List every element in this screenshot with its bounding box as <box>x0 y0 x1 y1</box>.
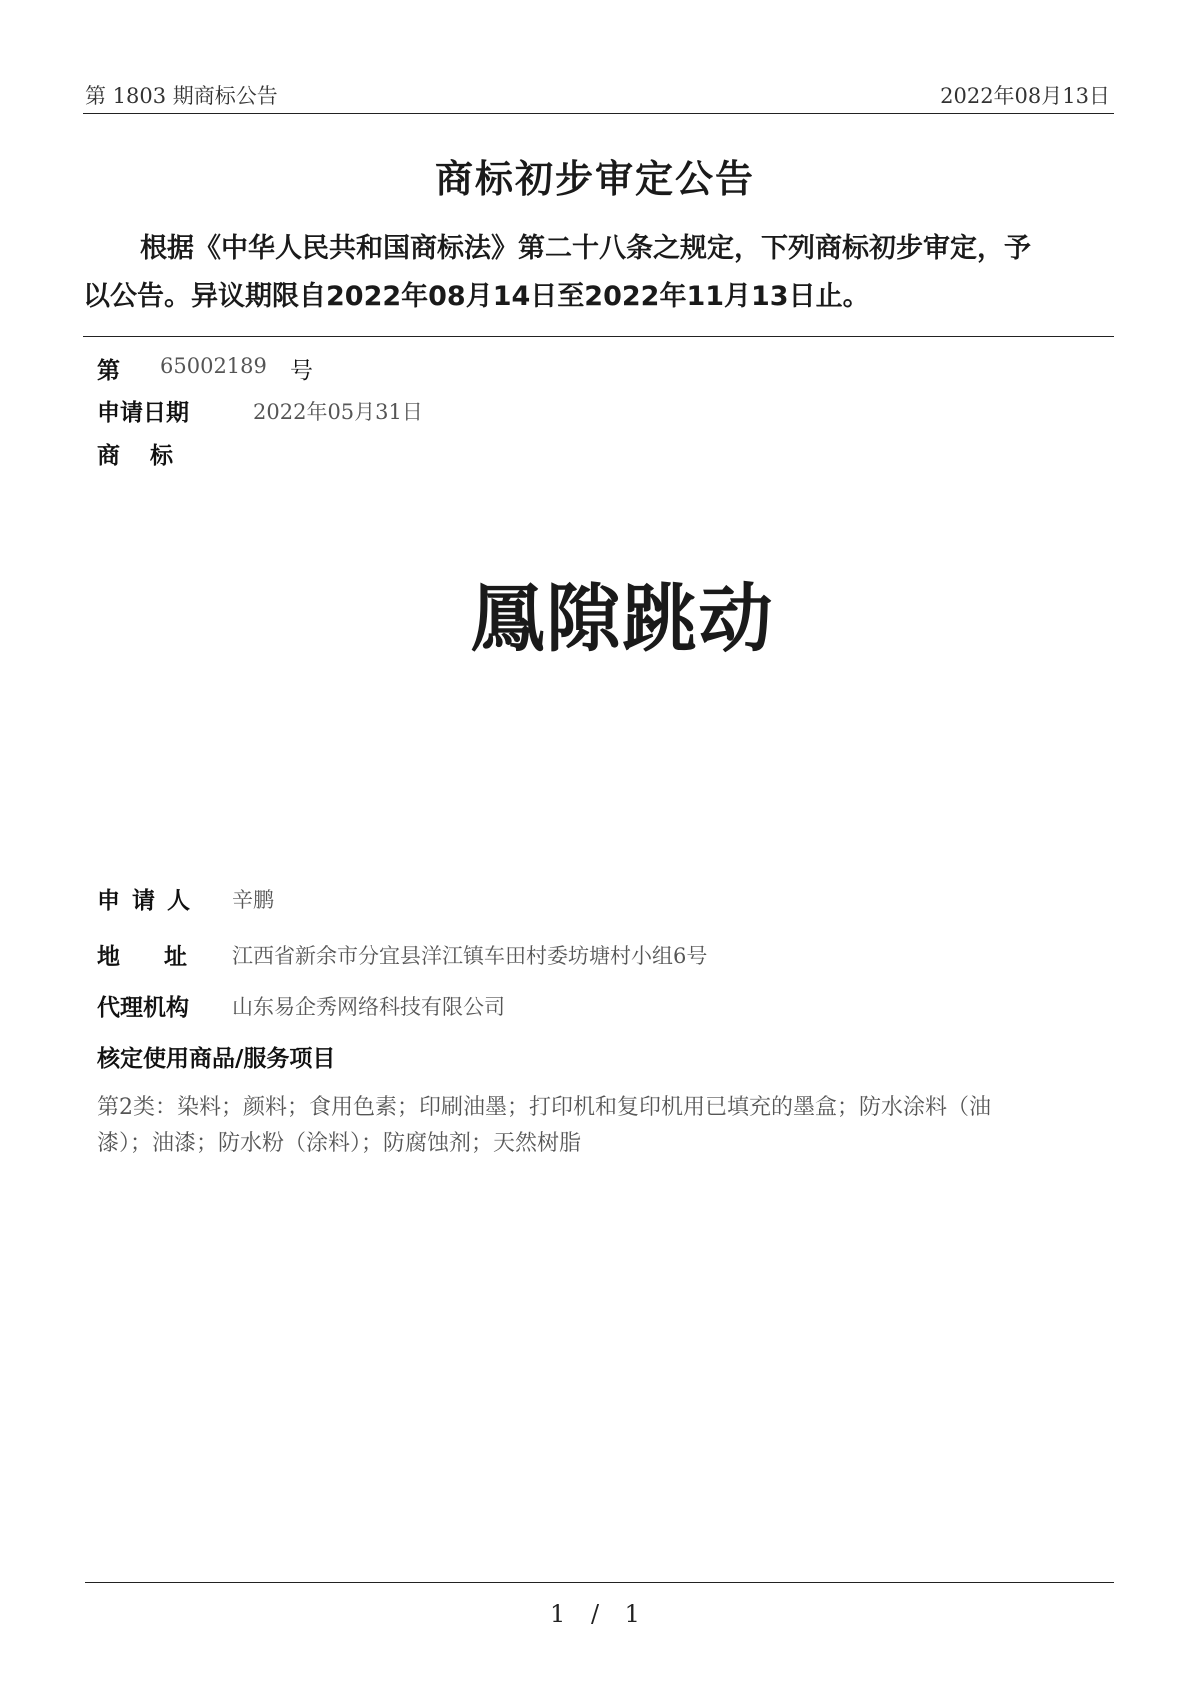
applicant-name: 辛鹏 <box>232 888 274 912</box>
footer-rule <box>85 1582 1114 1583</box>
goods-services-line-2: 漆）；油漆；防水粉（涂料）；防腐蚀剂；天然树脂 <box>97 1131 582 1156</box>
applicant-label: 申请人 <box>97 888 202 914</box>
goods-services-line-1: 第2类：染料；颜料；食用色素；印刷油墨；打印机和复印机用已填充的墨盒；防水涂料（油 <box>97 1095 992 1120</box>
registration-number-suffix: 号 <box>290 358 313 384</box>
agency-value: 山东易企秀网络科技有限公司 <box>232 995 505 1019</box>
application-date-label: 申请日期 <box>97 400 189 426</box>
header-issue: 第 1803 期商标公告 <box>85 84 278 108</box>
registration-number: 65002189 <box>160 354 267 378</box>
application-date: 2022年05月31日 <box>253 400 423 424</box>
intro-line-1: 根据《中华人民共和国商标法》第二十八条之规定，下列商标初步审定，予 <box>140 233 1031 264</box>
trademark-label: 商标 <box>97 443 203 469</box>
registration-number-label: 第 <box>97 358 120 384</box>
goods-services-label: 核定使用商品/服务项目 <box>97 1046 336 1072</box>
agency-label: 代理机构 <box>97 995 189 1021</box>
address-label: 地址 <box>97 944 231 970</box>
header-rule <box>83 113 1114 114</box>
intro-line-2: 以公告。异议期限自2022年08月14日至2022年11月13日止。 <box>83 281 870 312</box>
document-title: 商标初步审定公告 <box>434 157 755 201</box>
trademark-text: 鳳隙跳动 <box>470 576 775 662</box>
address-value: 江西省新余市分宜县洋江镇车田村委坊塘村小组6号 <box>232 944 708 968</box>
section-rule <box>83 336 1114 337</box>
header-date: 2022年08月13日 <box>940 84 1110 108</box>
page-number: 1 / 1 <box>550 1600 640 1628</box>
